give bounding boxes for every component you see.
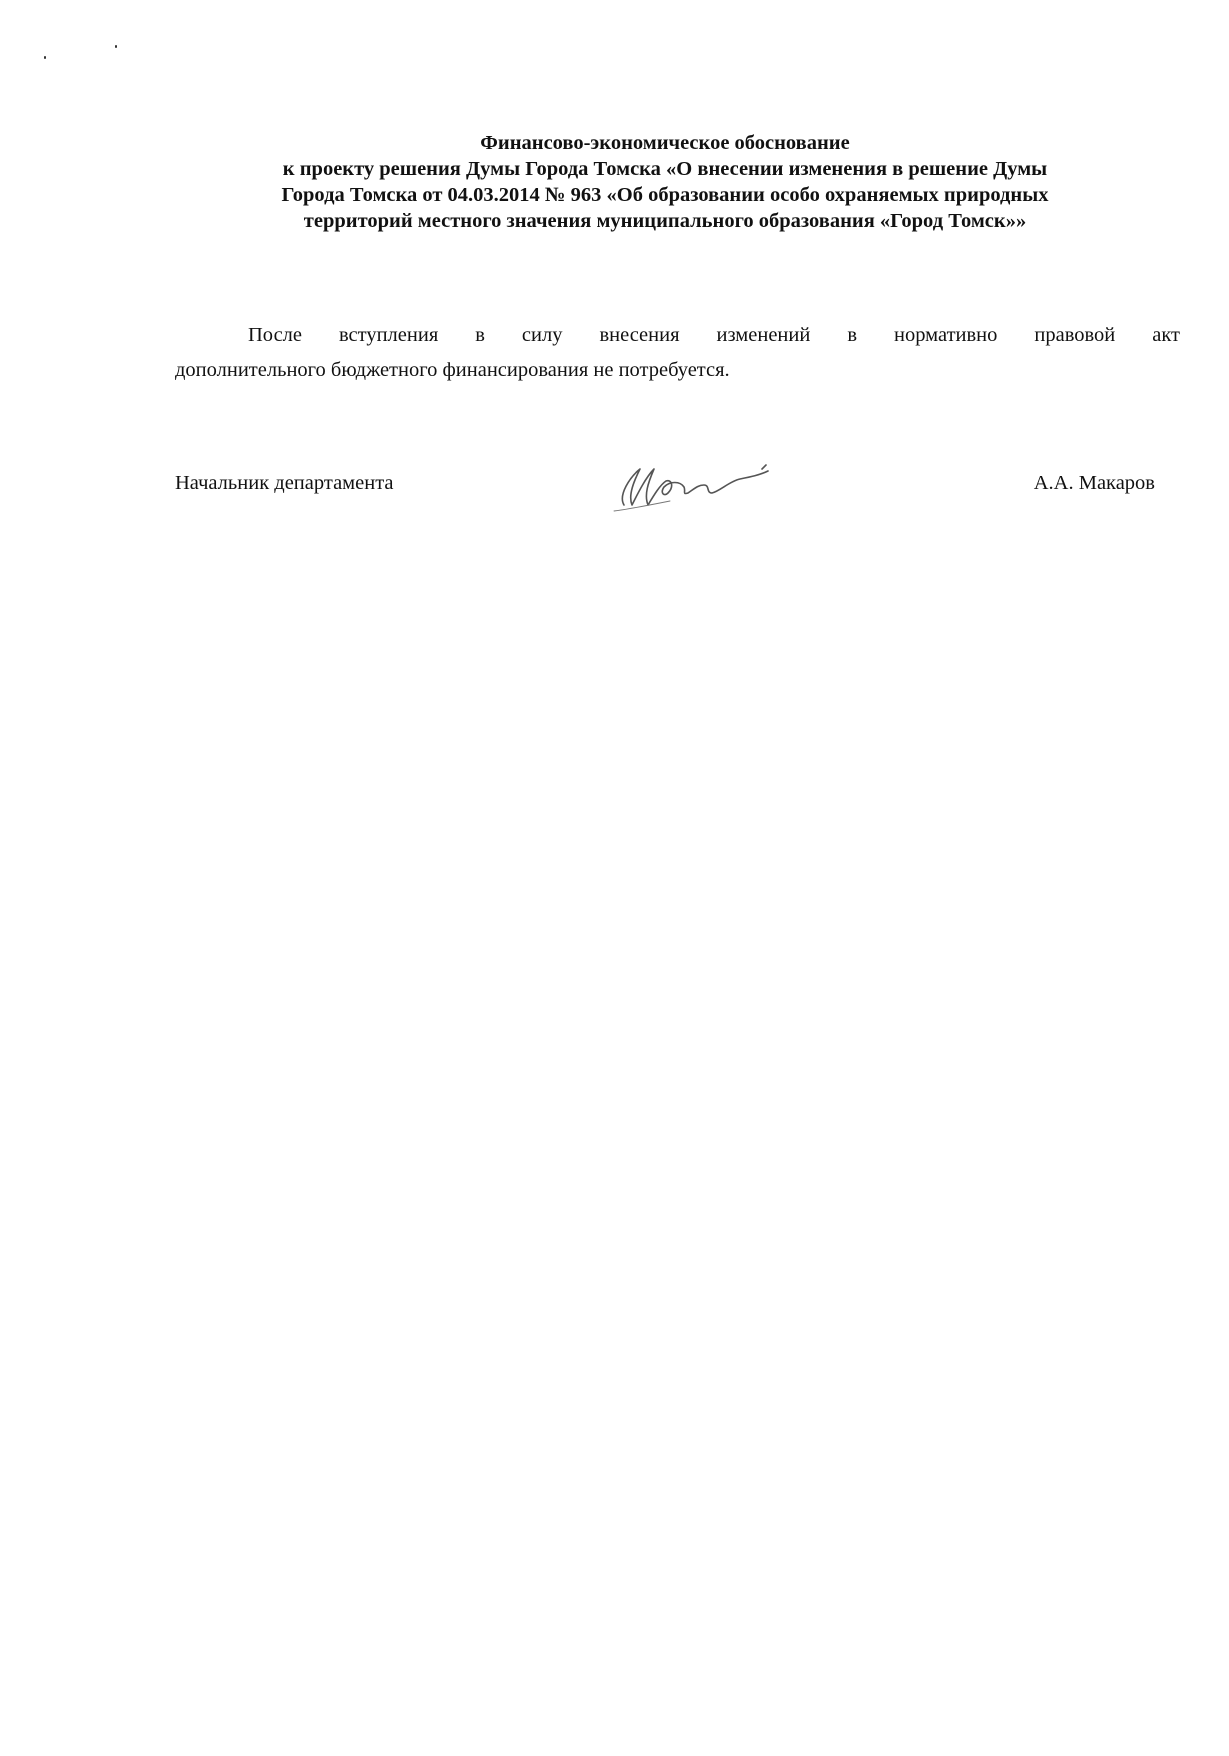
scan-speck [44, 56, 46, 59]
heading-line: Финансово-экономическое обоснование [480, 132, 850, 154]
body-paragraph-line: дополнительного бюджетного финансирования не потребуется. [175, 359, 730, 381]
scan-speck [115, 45, 117, 48]
heading-line: к проекту решения Думы Города Томска «О внесении изменения в решение Думы [282, 158, 1048, 180]
handwritten-signature-icon [610, 455, 780, 515]
document-heading [170, 130, 1160, 234]
signer-position: Начальник департамента [175, 472, 394, 494]
heading-line: Города Томска от 04.03.2014 № 963 «Об образовании особо охраняемых природных [281, 184, 1049, 206]
document-body [175, 318, 1180, 388]
signer-name: А.А. Макаров [1033, 472, 1155, 494]
body-paragraph-line: После вступления в силу внесения изменений в нормативно правовой акт [248, 324, 1180, 346]
heading-line: территорий местного значения муниципального образования «Город Томск»» [303, 210, 1027, 232]
